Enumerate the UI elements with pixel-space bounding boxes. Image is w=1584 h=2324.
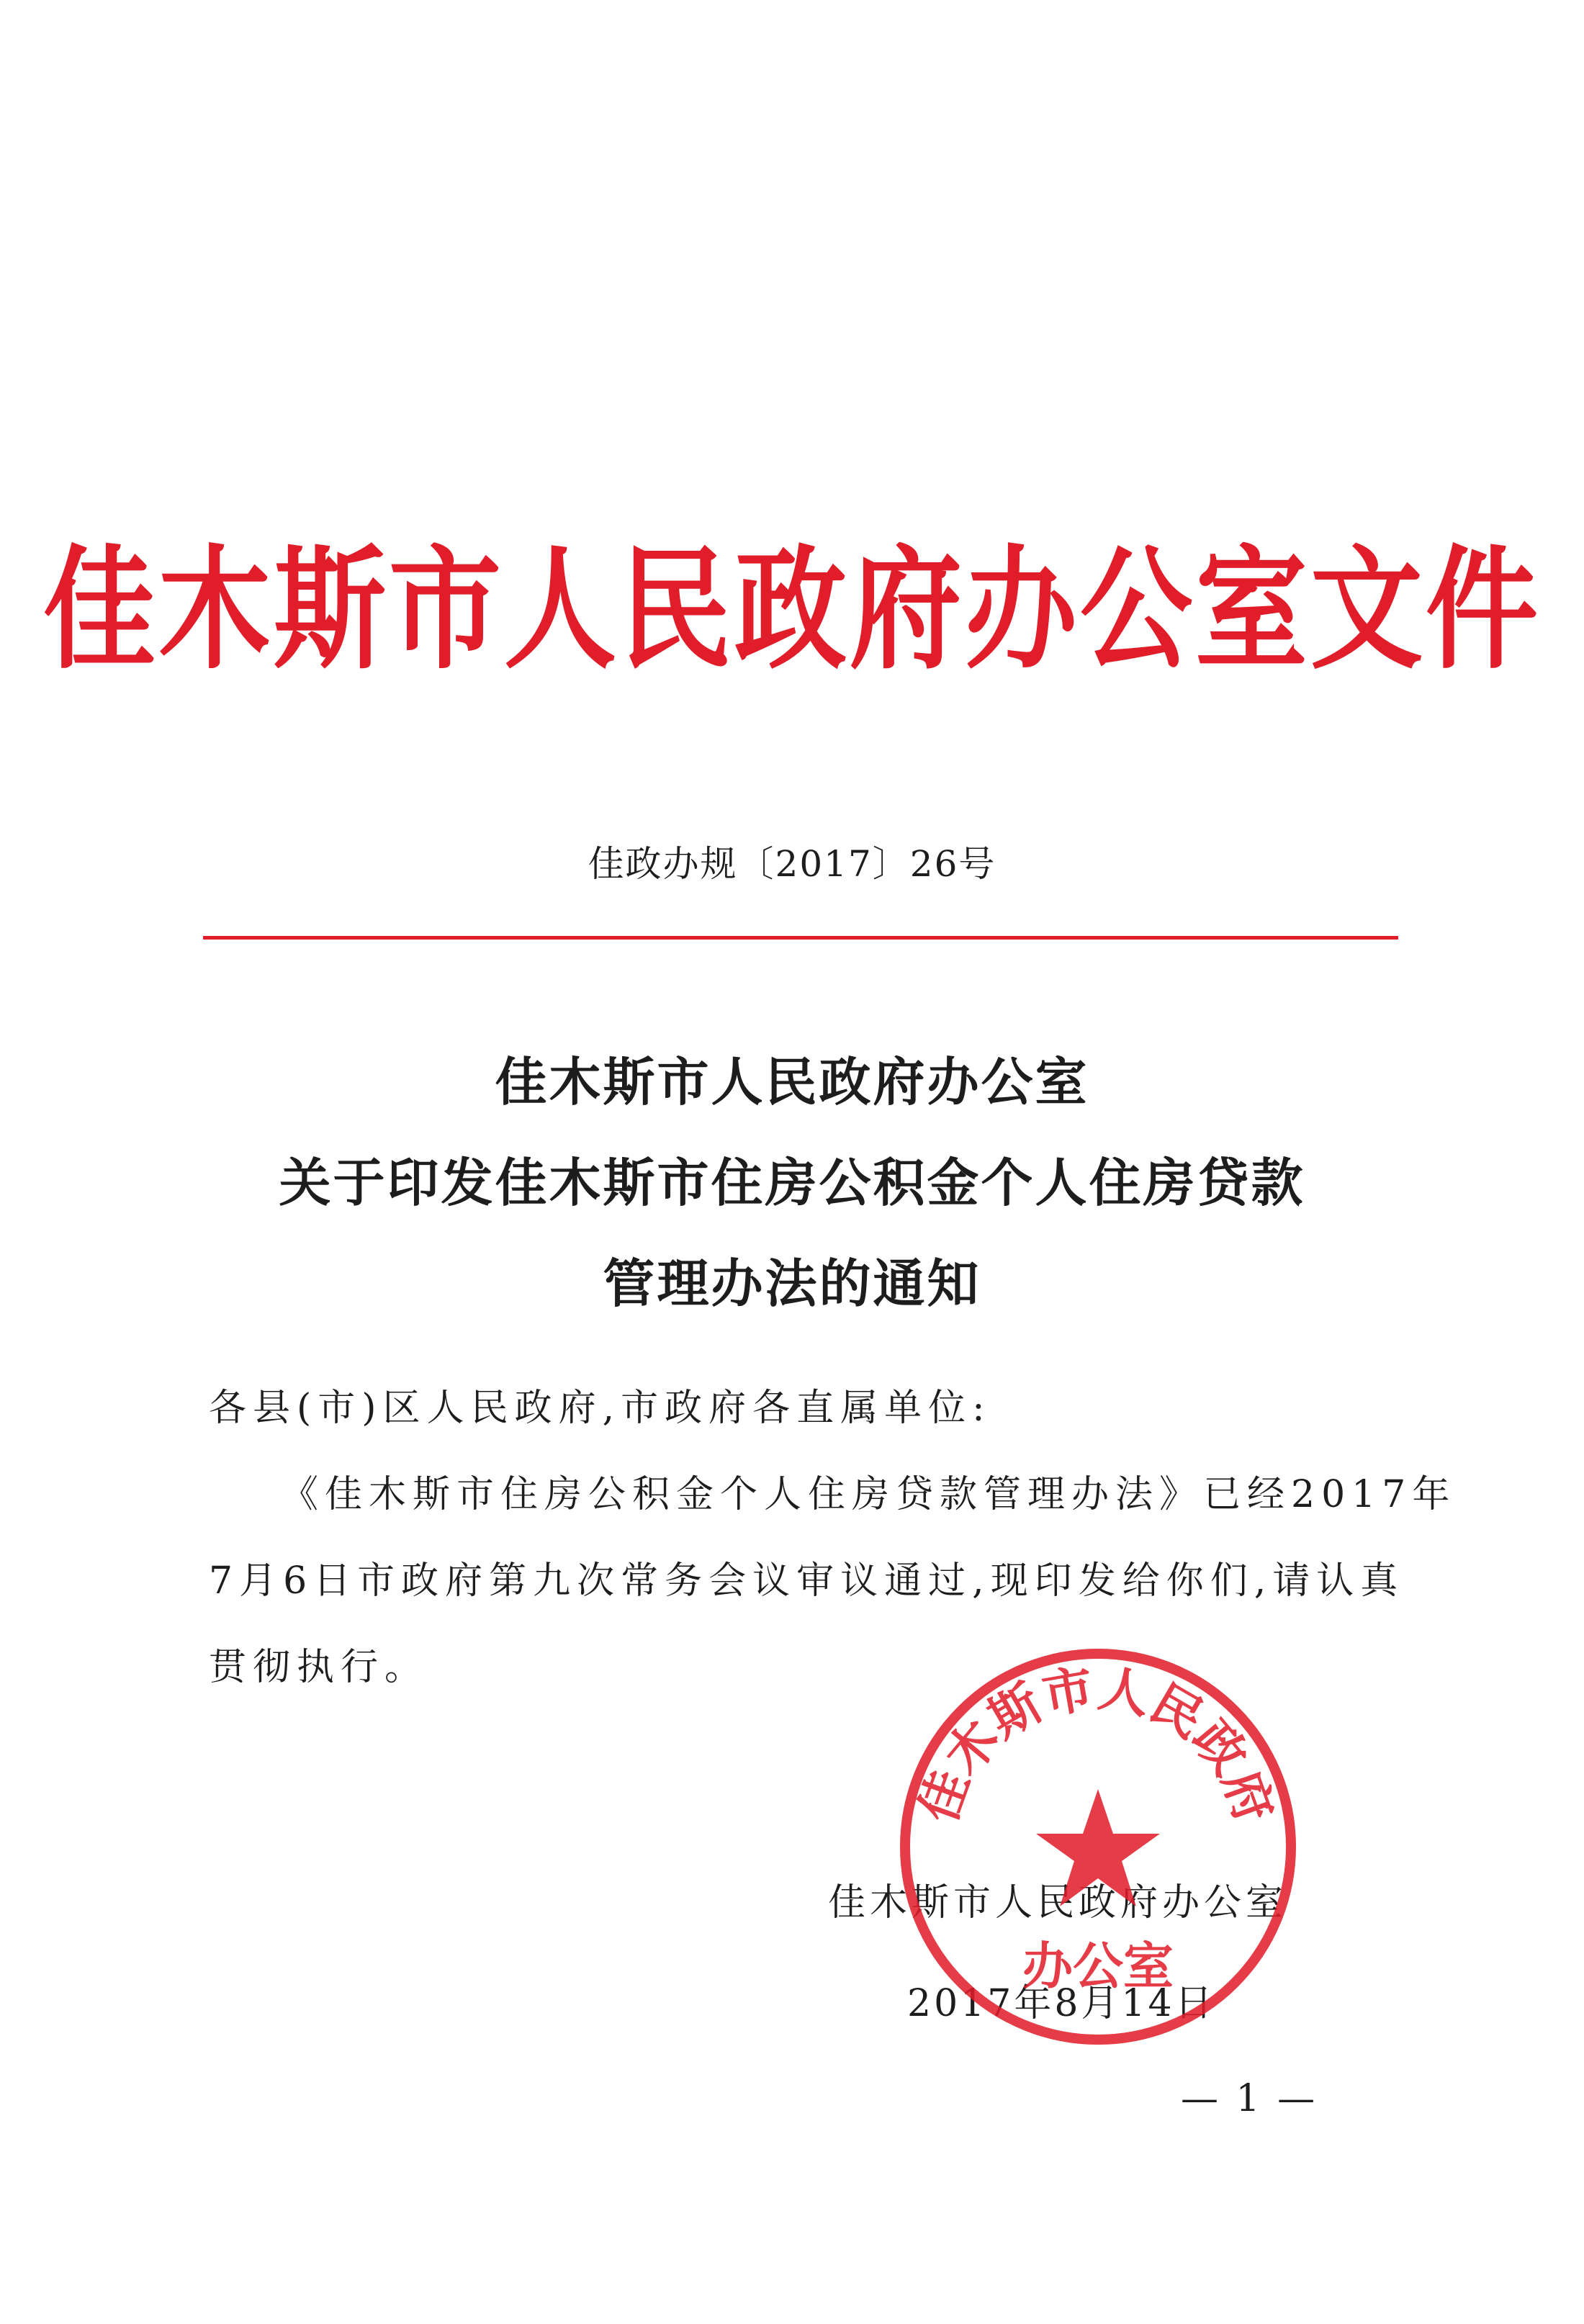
notice-title-line-2: 关于印发佳木斯市住房公积金个人住房贷款 xyxy=(279,1152,1305,1213)
red-divider-line xyxy=(203,936,1398,940)
svg-text:办公室: 办公室 xyxy=(1022,1937,1174,1996)
signing-office: 佳木斯市人民政府办公室 xyxy=(828,1881,1288,1924)
notice-title-line-3: 管理办法的通知 xyxy=(603,1253,981,1314)
masthead-title: 佳木斯市人民政府办公室文件 xyxy=(43,532,1541,688)
document-number: 佳政办规〔2017〕26号 xyxy=(588,843,996,885)
official-seal xyxy=(896,1645,1300,2048)
body-line-1: 《佳木斯市住房公积金个人住房贷款管理办法》已经2017年 xyxy=(281,1473,1457,1516)
body-line-3: 贯彻执行。 xyxy=(209,1646,429,1689)
signing-date: 2017年8月14日 xyxy=(907,1982,1215,2025)
salutation: 各县(市)区人民政府,市政府各直属单位: xyxy=(209,1387,991,1430)
notice-title-line-1: 佳木斯市人民政府办公室 xyxy=(495,1051,1089,1112)
svg-text:佳木斯市人民政府: 佳木斯市人民政府 xyxy=(908,1658,1284,1830)
seal-star-icon xyxy=(1036,1789,1160,1906)
body-line-2: 7月6日市政府第九次常务会议审议通过,现印发给你们,请认真 xyxy=(209,1559,1405,1603)
page-number: — 1 — xyxy=(1181,2077,1318,2120)
